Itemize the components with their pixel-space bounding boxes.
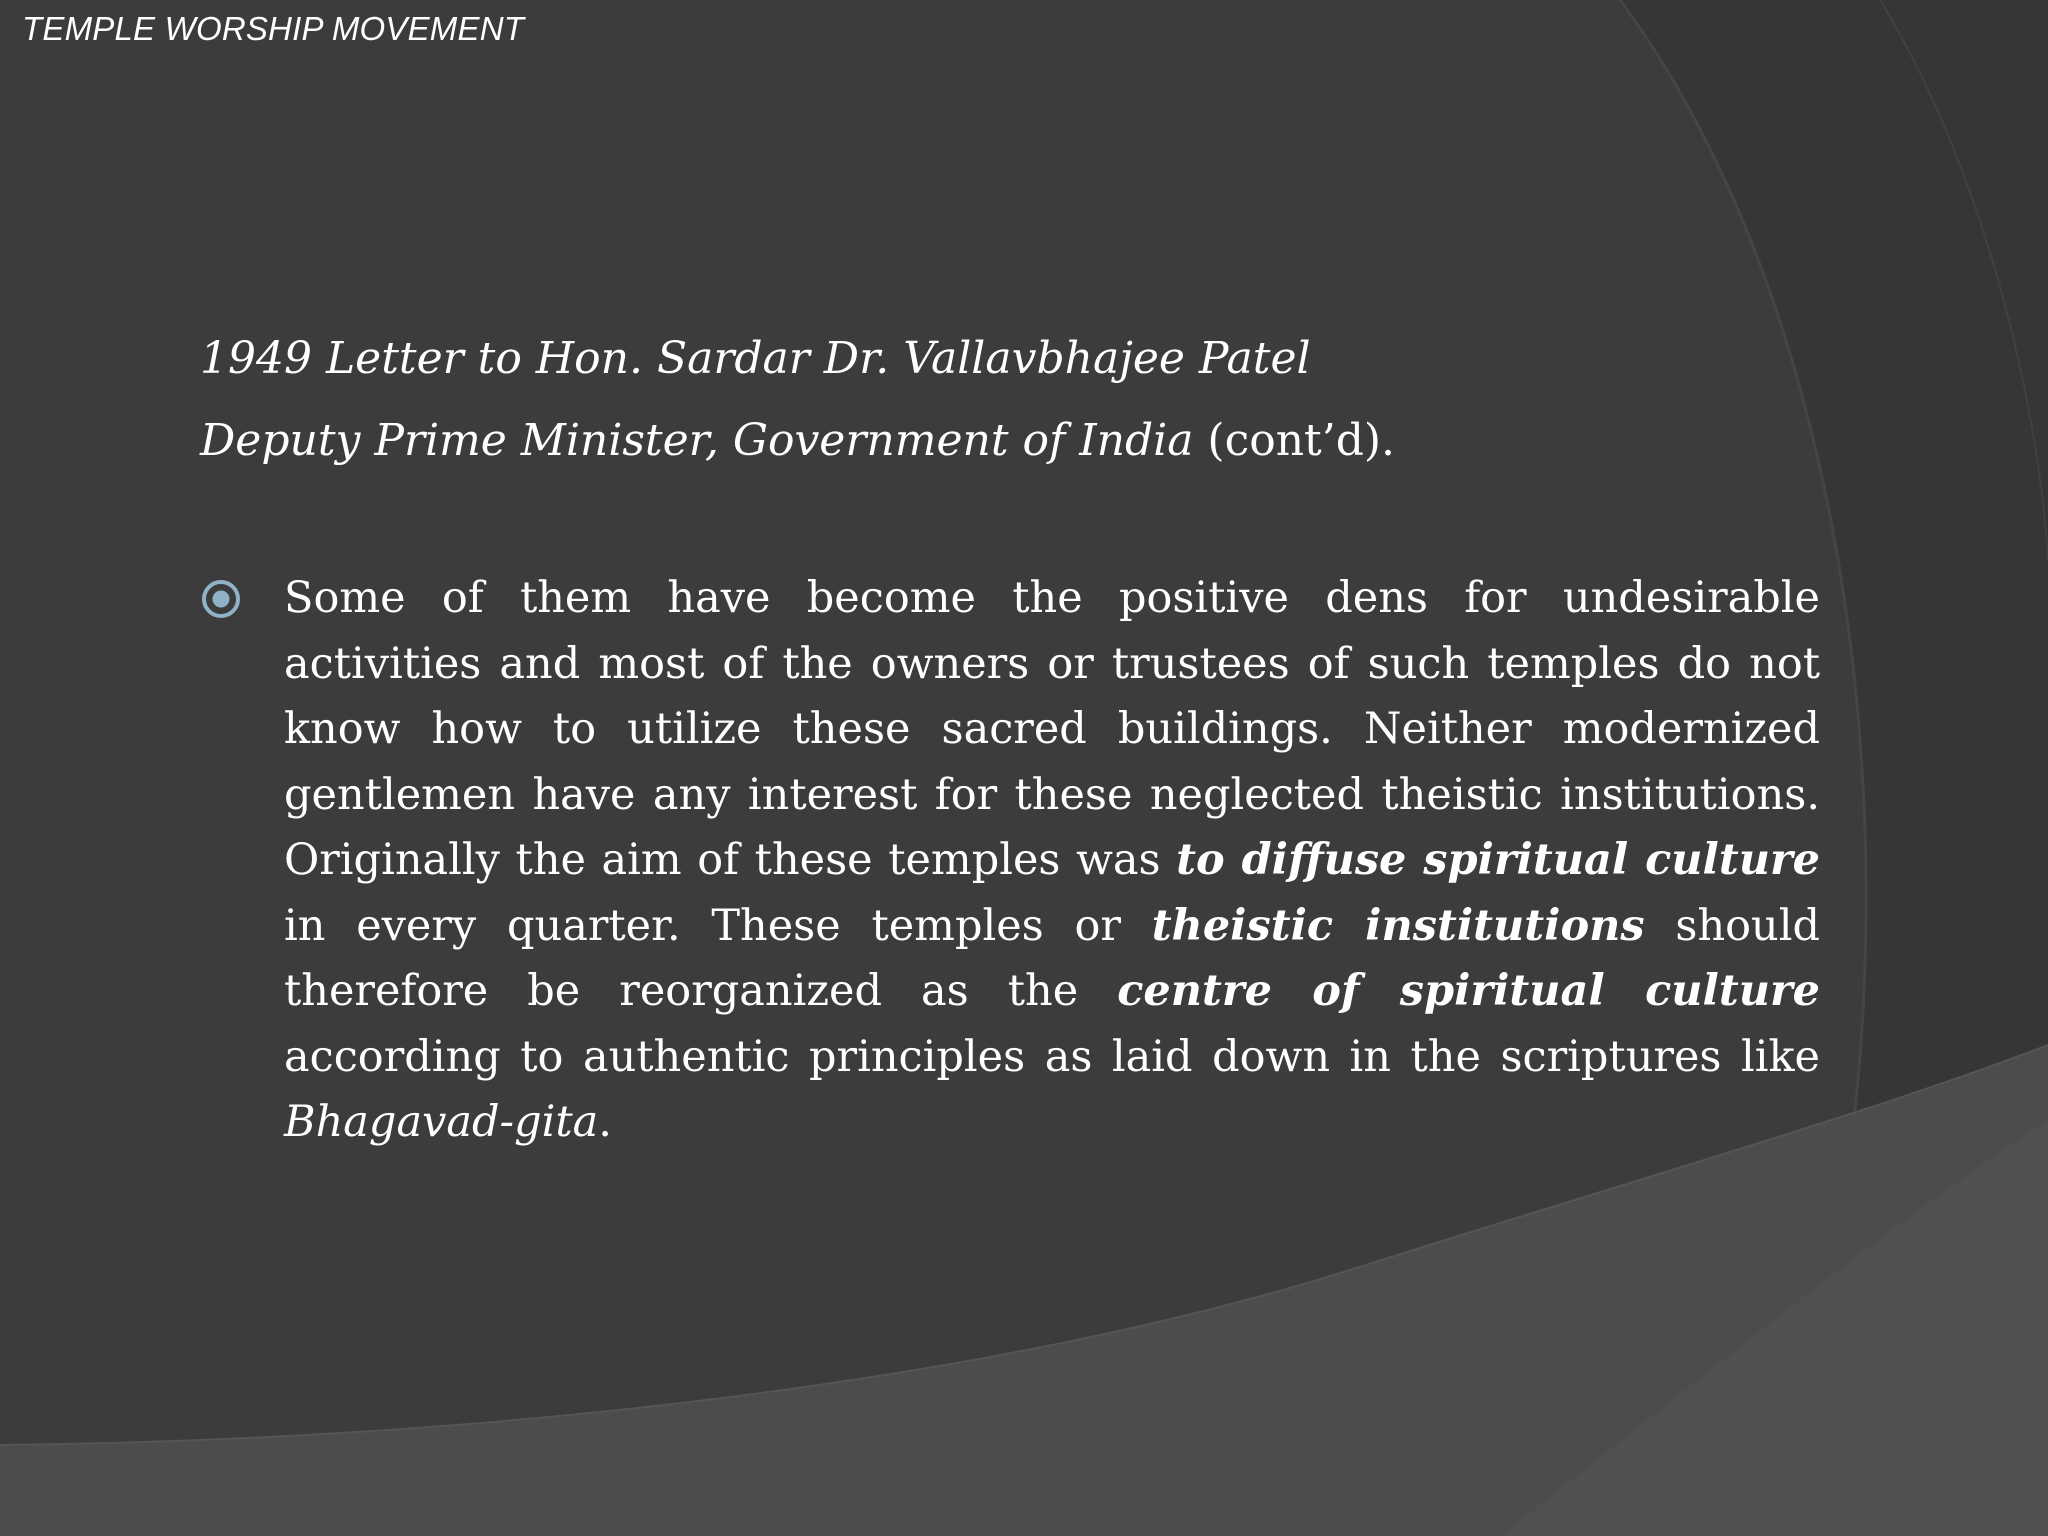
title-line-1 (200, 318, 1840, 400)
radio-bullet-icon (200, 578, 242, 620)
bullet-text-segment-7: according to authentic principles as laid down in the scriptures like (284, 1031, 1820, 1082)
header-label: TEMPLE WORSHIP MOVEMENT (22, 10, 525, 47)
content-area (200, 566, 1820, 1156)
emphasis-diffuse-spiritual-culture: to diffuse spiritual culture (1176, 835, 1821, 885)
bullet-text-segment-9: . (598, 1097, 612, 1147)
bullet-text (284, 566, 1820, 1156)
bullet-text-segment-3: in every quarter. These temples or (284, 900, 1152, 951)
title-line-2-italic: Deputy Prime Minister, Government of India (200, 415, 1194, 466)
title-line-1-text: 1949 Letter to Hon. Sardar Dr. Vallavbhajee Patel (200, 333, 1311, 384)
slide-title (200, 318, 1840, 482)
bullet-text-segment-5: should therefore be reorganized as the (284, 900, 1820, 1016)
emphasis-bhagavad-gita: Bhagavad-gita (284, 1097, 599, 1147)
emphasis-theistic-institutions: theistic institutions (1151, 900, 1645, 951)
title-line-2-suffix: (cont’d). (1193, 415, 1396, 466)
bullet-text-segment-1: Some of them have become the positive dens for undesirable activities and most of the owners or trustees of such temples do not know how to utilize these sacred buildings. Neither modernized gentlemen have any interest for these neglected theistic institutions. Originally the aim of these temples was (284, 573, 1820, 885)
title-line-2 (200, 400, 1840, 482)
bullet-item (200, 566, 1820, 1156)
emphasis-centre-of-spiritual-culture: centre of spiritual culture (1117, 966, 1820, 1016)
